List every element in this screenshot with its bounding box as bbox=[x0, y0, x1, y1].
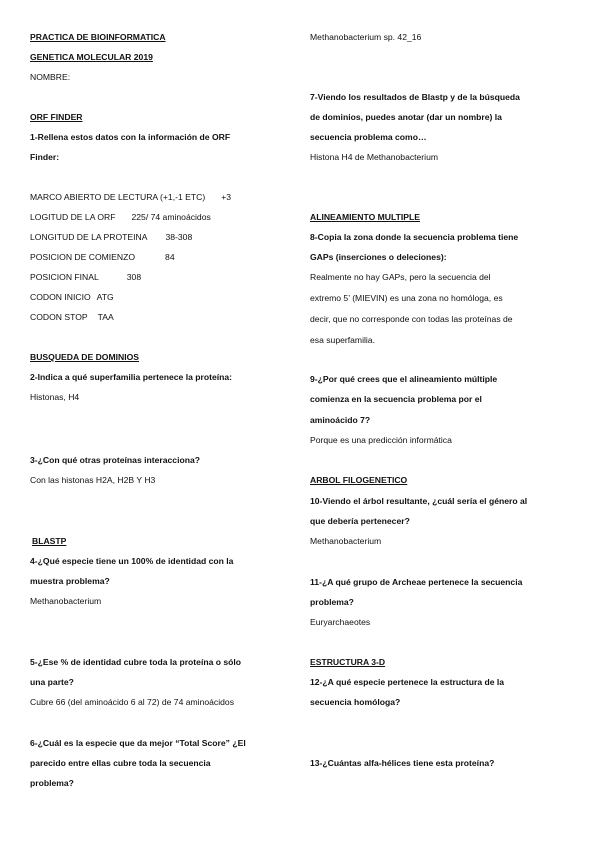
q5-line1: 5-¿Ese % de identidad cubre toda la proteína o sólo bbox=[30, 657, 242, 667]
orf-row-label: CODON STOP bbox=[30, 312, 88, 322]
q5-line2: una parte? bbox=[30, 677, 74, 687]
q9-line2: comienza en la secuencia problema por el bbox=[310, 394, 482, 404]
estructura-heading: ESTRUCTURA 3-D bbox=[310, 657, 386, 667]
orf-heading: ORF FINDER bbox=[30, 112, 83, 122]
q12-line1: 12-¿A qué especie pertenece la estructura de la bbox=[310, 677, 505, 687]
orf-row-value: TAA bbox=[97, 312, 114, 322]
q13: 13-¿Cuántas alfa-hélices tiene esta proteína? bbox=[310, 758, 495, 768]
q4-line2: muestra problema? bbox=[30, 576, 110, 586]
orf-row-value: ATG bbox=[96, 292, 114, 302]
q7-line1: 7-Viendo los resultados de Blastp y de la búsqueda bbox=[310, 92, 520, 102]
q9-line3: aminoácido 7? bbox=[310, 415, 371, 425]
orf-row-label: POSICION FINAL bbox=[30, 272, 99, 282]
a7: Histona H4 de Methanobacterium bbox=[310, 152, 439, 162]
a8-line2: extremo 5’ (MIEVIN) es una zona no homóloga, es bbox=[310, 293, 503, 303]
orf-row-value: 308 bbox=[126, 272, 142, 282]
q11-line2: problema? bbox=[310, 597, 354, 607]
orf-row-label: CODON INICIO bbox=[30, 292, 91, 302]
q7-line3: secuencia problema como… bbox=[310, 132, 427, 142]
a8-line3: decir, que no corresponde con todas las proteínas de bbox=[310, 314, 513, 324]
q3: 3-¿Con qué otras proteínas interacciona? bbox=[30, 455, 200, 465]
q9-line1: 9-¿Por qué crees que el alineamiento múltiple bbox=[310, 374, 498, 384]
q6-line1: 6-¿Cuál es la especie que da mejor “Total Score” ¿El bbox=[30, 738, 246, 748]
alineamiento-heading: ALINEAMIENTO MULTIPLE bbox=[310, 212, 420, 222]
q8-line2: GAPs (inserciones o deleciones): bbox=[310, 252, 447, 262]
q10-line2: que debería pertenecer? bbox=[310, 516, 410, 526]
orf-row-longitud-proteina bbox=[30, 231, 192, 243]
q12-line2: secuencia homóloga? bbox=[310, 697, 401, 707]
a5: Cubre 66 (del aminoácido 6 al 72) de 74 aminoácidos bbox=[30, 697, 234, 707]
orf-row-marco bbox=[30, 191, 231, 203]
q8-line1: 8-Copia la zona donde la secuencia problema tiene bbox=[310, 232, 519, 242]
orf-row-value: 38-308 bbox=[165, 232, 193, 242]
orf-row-codon-inicio bbox=[30, 291, 114, 303]
orf-row-value: 84 bbox=[165, 252, 175, 262]
a10: Methanobacterium bbox=[310, 536, 382, 546]
orf-row-codon-stop bbox=[30, 311, 114, 323]
orf-row-longitud-orf bbox=[30, 211, 211, 223]
q2: 2-Indica a qué superfamilia pertenece la proteína: bbox=[30, 372, 233, 382]
orf-row-value: +3 bbox=[221, 192, 231, 202]
q6-line2: parecido entre ellas cubre toda la secuencia bbox=[30, 758, 211, 768]
a3: Con las histonas H2A, H2B Y H3 bbox=[30, 475, 156, 485]
name-field-label: NOMBRE: bbox=[30, 72, 71, 82]
a2: Histonas, H4 bbox=[30, 392, 80, 402]
orf-row-label: LONGITUD DE LA PROTEINA bbox=[30, 232, 148, 242]
q11-line1: 11-¿A qué grupo de Archeae pertenece la secuencia bbox=[310, 577, 523, 587]
q10-line1: 10-Viendo el árbol resultante, ¿cuál sería el género al bbox=[310, 496, 528, 506]
a9: Porque es una predicción informática bbox=[310, 435, 452, 445]
a11: Euryarchaeotes bbox=[310, 617, 371, 627]
a4: Methanobacterium bbox=[30, 596, 102, 606]
q1-line2: Finder: bbox=[30, 152, 60, 162]
orf-row-value: 225/ 74 aminoácidos bbox=[131, 212, 211, 222]
a8-line4: esa superfamilia. bbox=[310, 335, 375, 345]
arbol-heading: ARBOL FILOGENETICO bbox=[310, 475, 408, 485]
orf-row-label: MARCO ABIERTO DE LECTURA (+1,-1 ETC) bbox=[30, 192, 206, 202]
q4-line1: 4-¿Qué especie tiene un 100% de identidad con la bbox=[30, 556, 234, 566]
a8-line1: Realmente no hay GAPs, pero la secuencia del bbox=[310, 272, 491, 282]
header-subtitle: GENETICA MOLECULAR 2019 bbox=[30, 52, 153, 62]
blastp-heading: BLASTP bbox=[32, 536, 67, 546]
a6: Methanobacterium sp. 42_16 bbox=[310, 32, 422, 42]
orf-row-final bbox=[30, 271, 141, 283]
dominios-heading: BUSQUEDA DE DOMINIOS bbox=[30, 352, 140, 362]
orf-row-comienzo bbox=[30, 251, 175, 263]
q6-line3: problema? bbox=[30, 778, 74, 788]
orf-row-label: LOGITUD DE LA ORF bbox=[30, 212, 116, 222]
header-title: PRACTICA DE BIOINFORMATICA bbox=[30, 32, 166, 42]
q7-line2: de dominios, puedes anotar (dar un nombre) la bbox=[310, 112, 502, 122]
q1-line1: 1-Rellena estos datos con la información de ORF bbox=[30, 132, 231, 142]
orf-row-label: POSICION DE COMIENZO bbox=[30, 252, 136, 262]
